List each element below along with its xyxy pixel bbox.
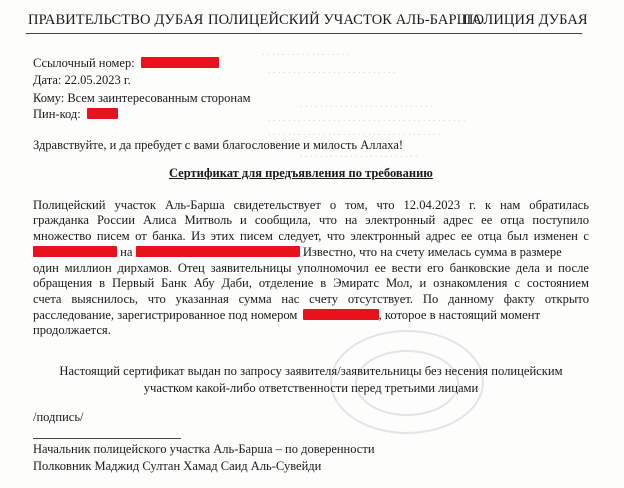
- body-line: Полицейский участок Аль-Барша свидетельствует о том, что 12.04.2023 г. к нам обратилась: [33, 198, 589, 212]
- bleed-through-text: . . . . . . . . . . . . . . . . . . . . . . . . . . . . . . . . . . .: [268, 127, 441, 138]
- body-line: счета выяснилось, что указанная сумма нас счету отсутствует. По данному факту открыто: [33, 292, 589, 306]
- date-line: Дата: 22.05.2023 г.: [33, 73, 131, 87]
- reference-label: Ссылочный номер:: [33, 56, 135, 70]
- closing-line: Настоящий сертификат выдан по запросу заявителя/заявительницы без несения полицейским: [59, 364, 563, 378]
- header-police: ПОЛИЦИЯ ДУБАЯ: [463, 12, 588, 28]
- body-line-emails: [33, 245, 589, 260]
- bleed-through-text: . . . . . . . . . . . . . . . . . . . . . . . . . . .: [300, 99, 433, 110]
- closing-line: участком какой-либо ответственности перед третьими лицами: [143, 381, 479, 395]
- pin-code: [33, 107, 118, 122]
- redaction-new-email: [136, 246, 300, 257]
- redaction-case-number: [303, 309, 379, 320]
- reference-number: [33, 56, 219, 71]
- bleed-through-text: . . . . . . . . . . . . . . . . . .: [262, 47, 350, 58]
- recipient-line: Кому: Всем заинтересованным сторонам: [33, 91, 251, 105]
- bleed-through-text: . . . . . . . . . . . . . . . . . . . . . . . . . . . . . . . . . . . . . . . .: [268, 113, 466, 124]
- signatory-name: Полковник Маджид Султан Хамад Саид Аль-Сувейди: [33, 459, 322, 473]
- body-line: обращения в Первый Банк Абу Даби, отделение в Эмиратс Мол, и ознакомления с состоянием: [33, 276, 589, 290]
- bleed-through-text: . . . . . . . . . . . . . . . . . . . . . . . .: [300, 149, 418, 160]
- header-underline: [26, 33, 582, 34]
- body-line: гражданка России Алиса Митволь и сообщила, что на электронный адрес ее отца поступило: [33, 213, 589, 227]
- signatory-title: Начальник полицейского участка Аль-Барша – по доверенности: [33, 442, 375, 456]
- redaction-pin: [87, 108, 118, 119]
- signature-line: [33, 438, 181, 439]
- body-line: множество писем от банка. Из этих писем следует, что электронный адрес ее отца был изменен с: [33, 229, 589, 243]
- body-fragment: , которое в настоящий момент: [378, 308, 540, 322]
- signature-mark: /подпись/: [33, 410, 84, 424]
- header-police-station: ПОЛИЦЕЙСКИЙ УЧАСТОК АЛЬ-БАРША: [208, 12, 482, 28]
- body-line: один миллион дирхамов. Отец заявительницы уполномочил ее вести его банковские дела и после: [33, 261, 589, 275]
- preposition-to: на: [120, 245, 133, 259]
- greeting: Здравствуйте, и да пребудет с вами благословение и милость Аллаха!: [33, 138, 404, 152]
- bleed-through-text: . . . . . . . . . . . . . . . . . . . . . . . . . .: [268, 65, 396, 76]
- redaction-old-email: [33, 246, 117, 257]
- pin-label: Пин-код:: [33, 107, 81, 121]
- body-line-case: [33, 308, 589, 323]
- header-government: ПРАВИТЕЛЬСТВО ДУБАЯ: [28, 12, 204, 28]
- body-fragment: расследование, зарегистрированное под номером: [33, 308, 298, 322]
- body-fragment: Известно, что на счету имелась сумма в размере: [302, 245, 562, 259]
- redaction-reference: [141, 57, 219, 68]
- body-line: продолжается.: [33, 323, 111, 337]
- certificate-title: Сертификат для предъявления по требованию: [169, 166, 433, 180]
